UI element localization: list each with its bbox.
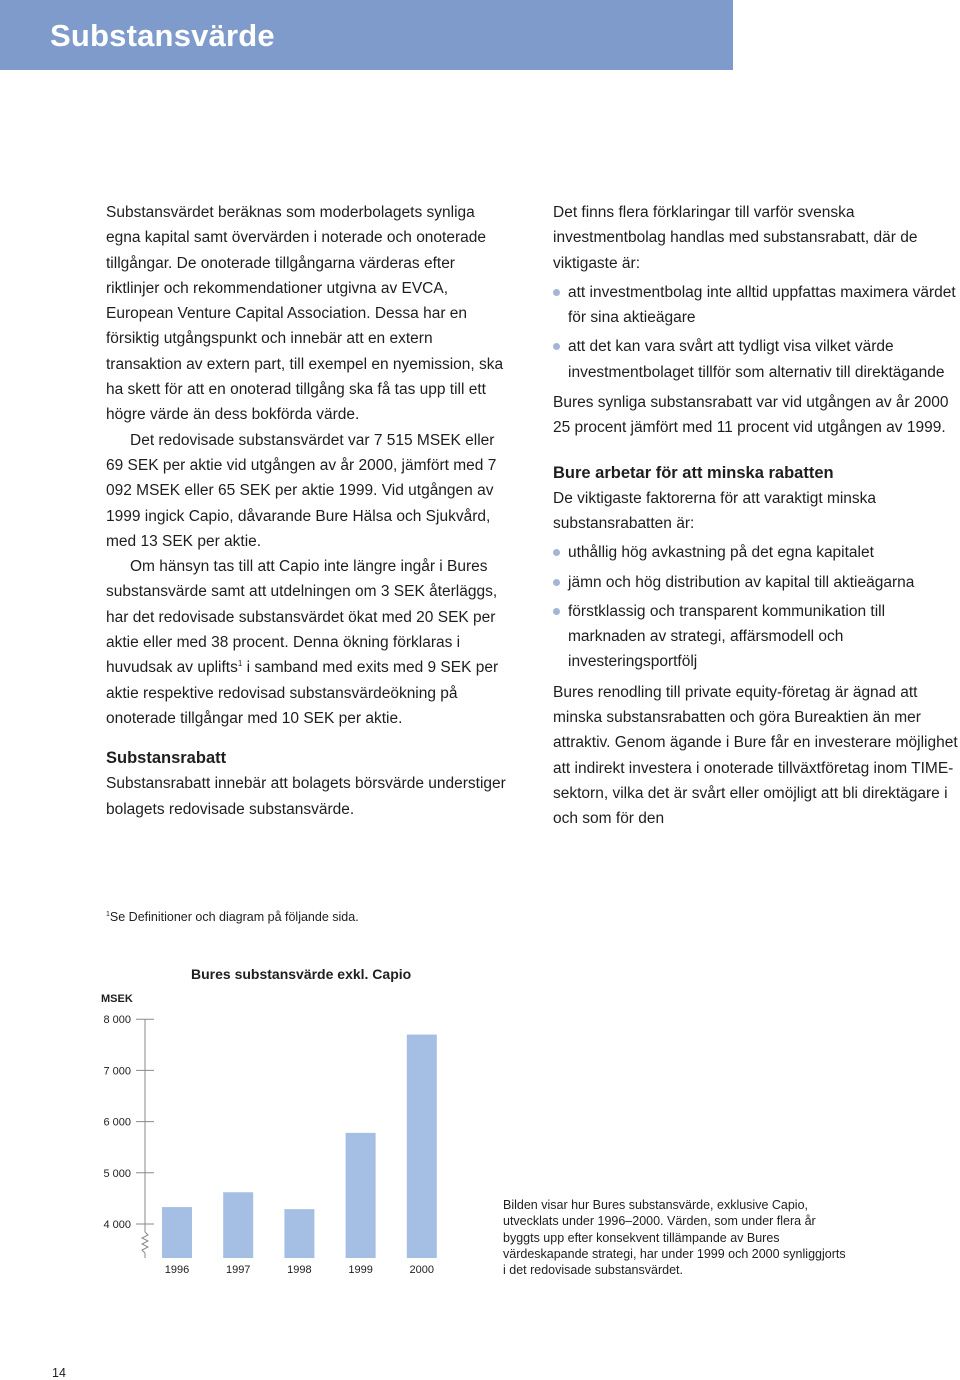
paragraph-explanations: Det finns flera förklaringar till varför svenska investmentbolag handlas med substansrabatt, där de viktigaste är: bbox=[553, 204, 918, 272]
y-tick-label: 6 000 bbox=[103, 1116, 131, 1129]
bullet-icon bbox=[553, 289, 560, 296]
bar-2000 bbox=[407, 1035, 437, 1258]
chart-axis bbox=[136, 1019, 154, 1258]
list-item-text: att det kan vara svårt att tydligt visa vilket värde investmentbolaget tillför som alternativ till direktägande bbox=[568, 338, 945, 381]
header-band bbox=[0, 0, 733, 70]
paragraph-substansrabatt: Substansrabatt innebär att bolagets börsvärde understiger bolagets redovisade substansvärde. bbox=[106, 775, 506, 818]
paragraph-factors: De viktigaste faktorerna för att varaktigt minska substansrabatten är: bbox=[553, 489, 877, 532]
heading-reduce-discount: Bure arbetar för att minska rabatten bbox=[553, 463, 834, 482]
bar-1997 bbox=[223, 1192, 253, 1258]
list-item-text: förstklassig och transparent kommunikation till marknaden av strategi, affärsmodell och investeringsportfölj bbox=[568, 602, 886, 671]
bullet-icon bbox=[553, 343, 560, 350]
y-axis-unit-label: MSEK bbox=[101, 993, 133, 1005]
x-tick-label: 1998 bbox=[287, 1264, 312, 1276]
footnote-reference: 1 bbox=[237, 659, 243, 669]
paragraph-capio-text-start: Om hänsyn tas till att Capio inte längre ingår i Bures substansvärde samt att utdelningen om 3 SEK återläggs, har det redovisade substansvärdet ökat med 20 SEK per aktie eller med 38 procent. Denna ökning förklaras i huvudsak av uplifts bbox=[106, 558, 498, 677]
bar-1996 bbox=[162, 1207, 192, 1258]
x-tick-label: 2000 bbox=[409, 1264, 435, 1276]
bullet-list-factors bbox=[553, 540, 960, 674]
x-tick-label: 1999 bbox=[348, 1264, 373, 1276]
axis-break-icon bbox=[142, 1232, 148, 1253]
paragraph-capio-text-end: i samband med exits med 9 SEK per aktie respektive redovisad substansvärdeökning på onoterade tillgångar med 10 SEK per aktie. bbox=[106, 659, 499, 727]
bullet-icon bbox=[553, 549, 560, 556]
chart-title: Bures substansvärde exkl. Capio bbox=[191, 966, 412, 982]
page-title: Substansvärde bbox=[50, 18, 275, 53]
list-item bbox=[553, 280, 960, 331]
paragraph-private-equity: Bures renodling till private equity-företag är ägnad att minska substansrabatten och göra Bureaktien än mer attraktiv. Genom ägande i Bure får en investerare möjlighet att indirekt investera i onoterade tillväxtföretag inom TIME-sektorn, vilka det är svårt eller omöjligt att bli direktägare i och som för den bbox=[553, 683, 958, 828]
chart-labels bbox=[101, 993, 434, 1276]
footnote bbox=[106, 909, 359, 925]
paragraph-capio-adjustment bbox=[106, 554, 506, 731]
bar-1998 bbox=[284, 1209, 314, 1258]
y-tick-label: 8 000 bbox=[103, 1014, 131, 1027]
y-tick-label: 7 000 bbox=[103, 1065, 131, 1078]
list-item bbox=[553, 570, 960, 595]
heading-substansrabatt: Substansrabatt bbox=[106, 749, 227, 768]
list-item-text: att investmentbolag inte alltid uppfattas maximera värdet för sina aktieägare bbox=[568, 283, 956, 327]
y-tick-label: 4 000 bbox=[103, 1219, 131, 1231]
footnote-text: Se Definitioner och diagram på följande sida. bbox=[109, 910, 359, 924]
list-item bbox=[553, 599, 960, 675]
bullet-icon bbox=[553, 579, 560, 586]
list-item-text: uthållig hög avkastning på det egna kapitalet bbox=[568, 544, 874, 562]
chart-caption: Bilden visar hur Bures substansvärde, exklusive Capio, utvecklats under 1996–2000. Värden, som under flera år byggts upp efter konsekvent tillämpande av Bures värdeskapande strategi, har under 1999 och 2000 synliggjorts i det redovisade substansvärdet. bbox=[503, 1198, 846, 1278]
bullet-icon bbox=[553, 608, 560, 615]
bullet-list-explanations bbox=[553, 280, 960, 385]
y-tick-label: 5 000 bbox=[103, 1167, 131, 1180]
right-column bbox=[553, 200, 960, 832]
page-number: 14 bbox=[52, 1366, 66, 1380]
bar-chart bbox=[95, 985, 455, 1285]
x-tick-label: 1997 bbox=[225, 1264, 251, 1276]
bar-1999 bbox=[346, 1133, 376, 1258]
paragraph-intro: Substansvärdet beräknas som moderbolagets synliga egna kapital samt övervärden i noterade och onoterade tillgångar. De onoterade tillgångarna värderas efter riktlinjer och rekommendationer utgivna av EVCA, European Venture Capital Association. Dessa har en försiktig utgångspunkt och innebär att en extern transaktion av extern part, till exempel en nyemission, ska ha skett för att en onoterad tillgång ska få tas upp till ett högre värde än dess bokförda värde. bbox=[106, 204, 504, 424]
left-column bbox=[106, 200, 506, 822]
list-item bbox=[553, 334, 960, 385]
footnote-mark: 1 bbox=[106, 910, 110, 918]
chart-bars bbox=[162, 1035, 437, 1258]
x-tick-label: 1996 bbox=[164, 1264, 190, 1276]
list-item-text: jämn och hög distribution av kapital till aktieägarna bbox=[568, 573, 915, 591]
list-item bbox=[553, 540, 960, 565]
paragraph-discount: Bures synliga substansrabatt var vid utgången av år 2000 25 procent jämfört med 11 procent vid utgången av 1999. bbox=[553, 394, 949, 437]
paragraph-reported-value: Det redovisade substansvärdet var 7 515 MSEK eller 69 SEK per aktie vid utgången av år 2000, jämfört med 7 092 MSEK eller 65 SEK per aktie 1999. Vid utgången av 1999 ingick Capio, dåvarande Bure Hälsa och Sjukvård, med 13 SEK per aktie. bbox=[106, 431, 497, 550]
